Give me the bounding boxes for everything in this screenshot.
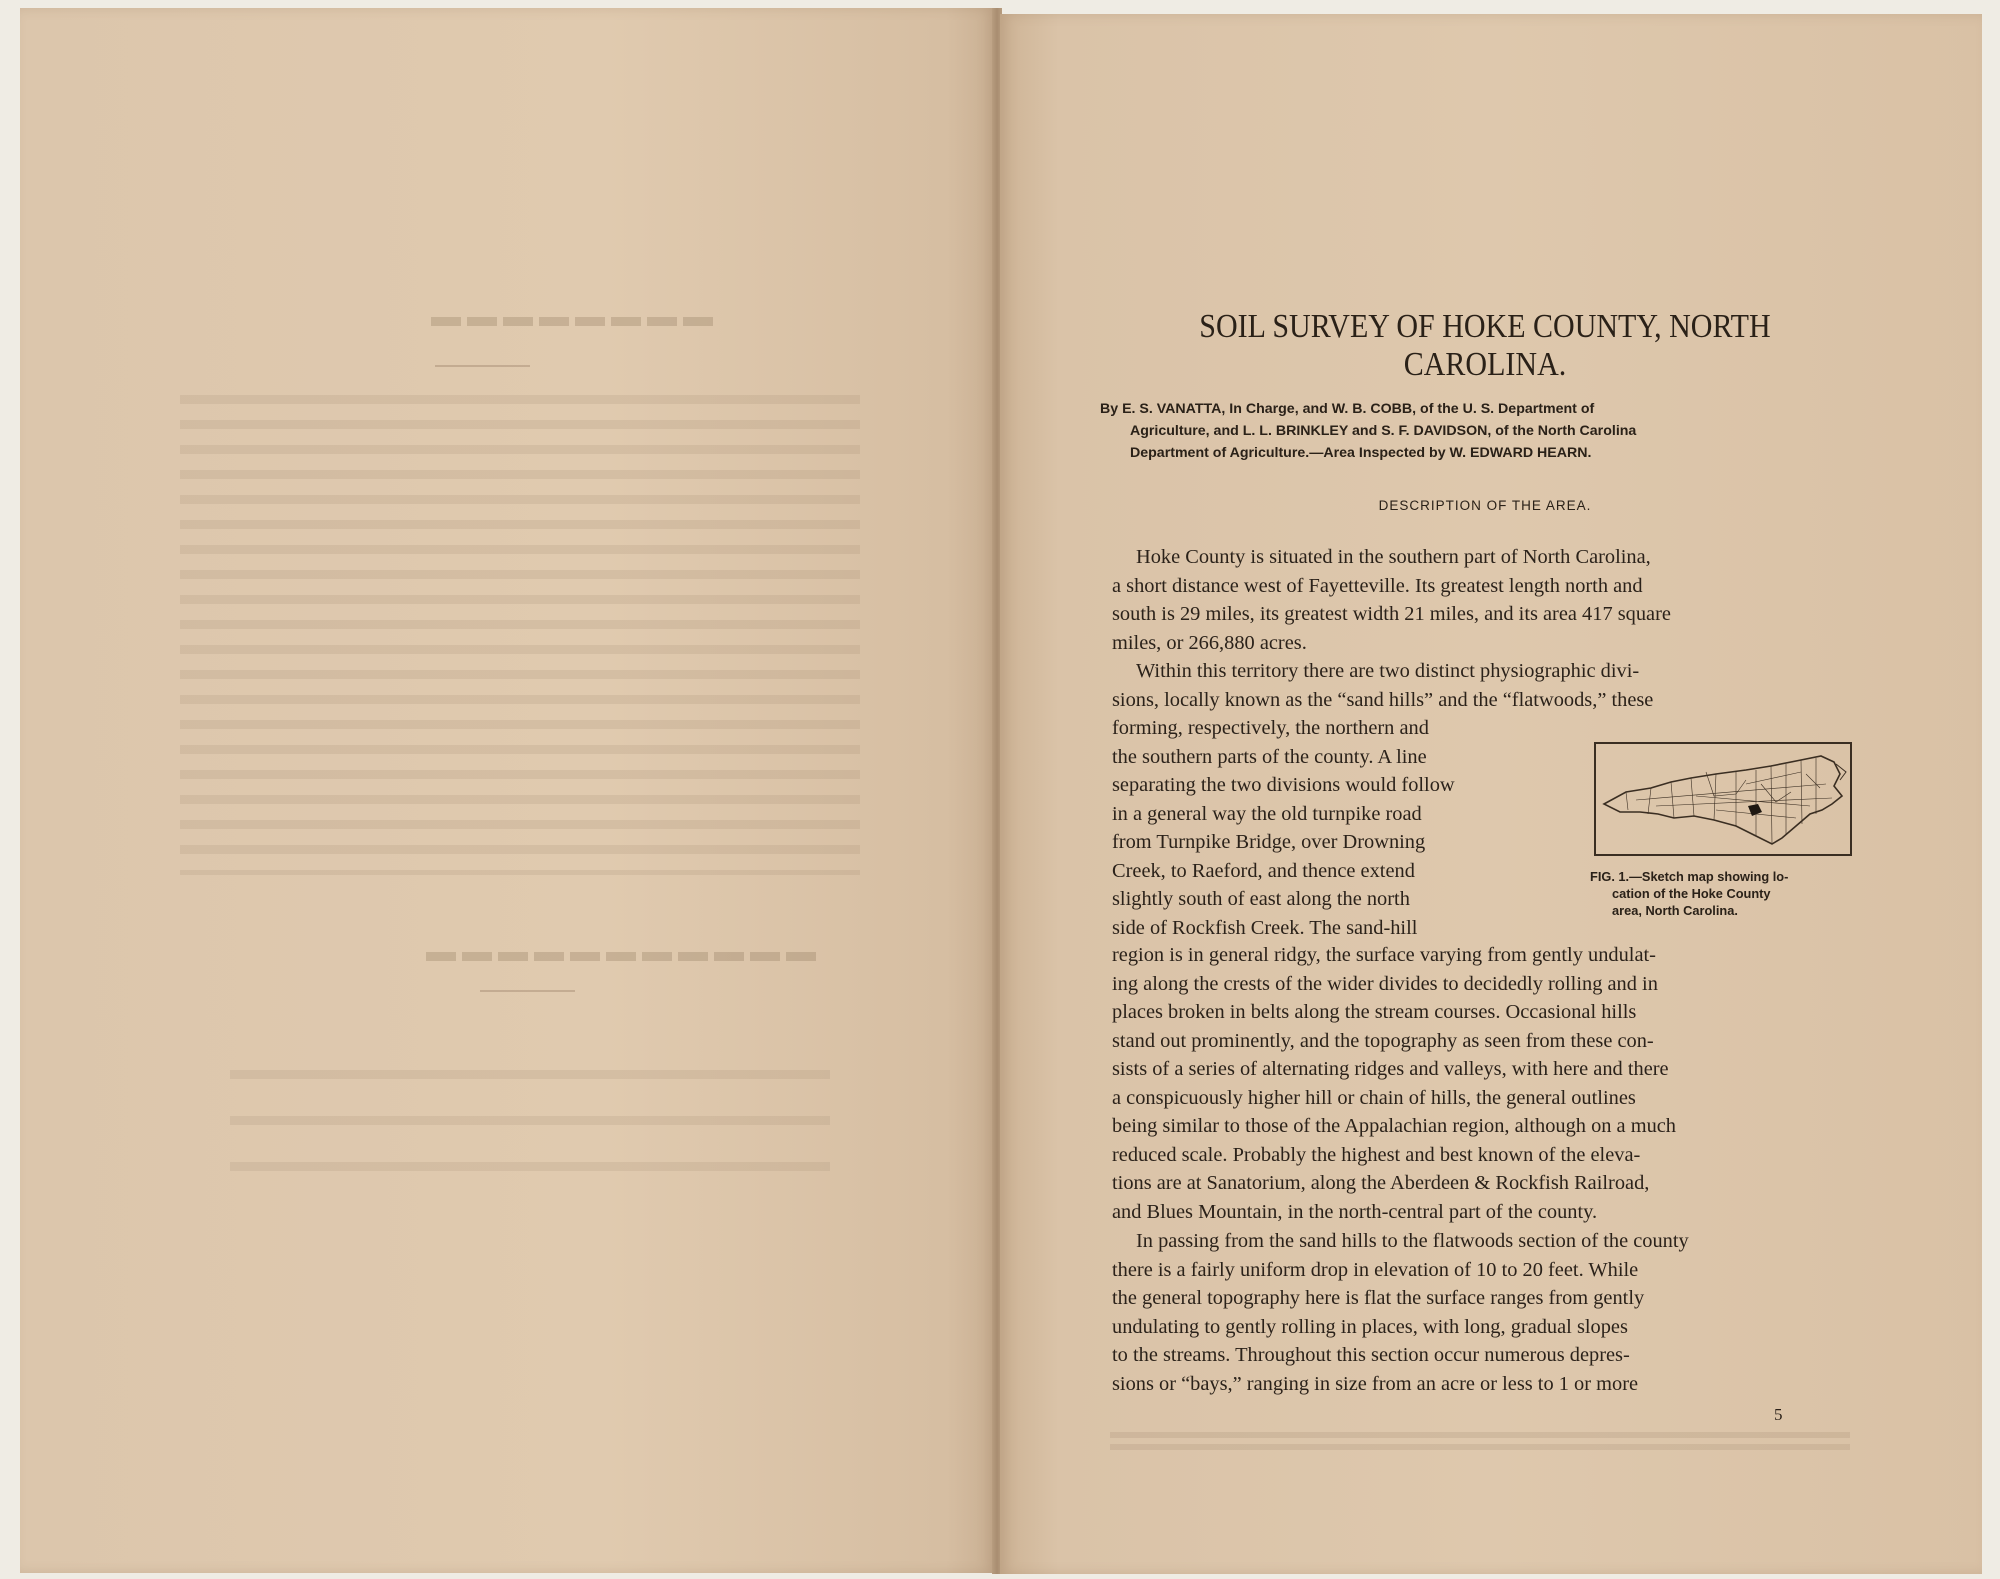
text-line: places broken in belts along the stream courses. Occasional hills bbox=[1112, 1001, 1637, 1023]
text-line: the general topography here is flat the surface ranges from gently bbox=[1112, 1287, 1645, 1309]
text-line: the southern parts of the county. A line bbox=[1112, 745, 1427, 768]
text-line: undulating to gently rolling in places, with long, gradual slopes bbox=[1112, 1315, 1628, 1338]
north-carolina-map-icon bbox=[1596, 744, 1850, 854]
text-line: stand out prominently, and the topography as seen from these con- bbox=[1112, 1029, 1654, 1052]
text-line: miles, or 266,880 acres. bbox=[1112, 631, 1307, 654]
text-line: side of Rockfish Creek. The sand-hill bbox=[1112, 916, 1418, 939]
bleed-through-footnote bbox=[1110, 1432, 1850, 1456]
bleed-through-heading: ▬▬▬▬▬▬▬▬ bbox=[425, 300, 713, 333]
paragraph-physiography-continued bbox=[1112, 941, 1854, 1226]
byline-line: By E. S. VANATTA, In Charge, and W. B. COBB, of the U. S. Department of bbox=[1100, 401, 1595, 417]
text-line: region is in general ridgy, the surface varying from gently undulat- bbox=[1112, 944, 1656, 966]
bleed-through-rule bbox=[435, 365, 530, 367]
caption-line: FIG. 1.—Sketch map showing lo- bbox=[1590, 869, 1789, 884]
text-line: a short distance west of Fayetteville. Its greatest length north and bbox=[1112, 574, 1643, 597]
bleed-through-block bbox=[230, 1070, 830, 1190]
caption-line: cation of the Hoke County bbox=[1612, 886, 1771, 901]
page-number: 5 bbox=[1774, 1405, 1783, 1424]
paragraph-flatwoods bbox=[1112, 1227, 1854, 1398]
text-line: sists of a series of alternating ridges and valleys, with here and there bbox=[1112, 1058, 1669, 1080]
bleed-through-heading: ▬▬▬▬▬▬▬▬▬▬▬ bbox=[420, 935, 816, 968]
figure-caption bbox=[1590, 868, 1856, 919]
title-line: SOIL SURVEY OF HOKE COUNTY, NORTH bbox=[1199, 308, 1771, 345]
text-line: Within this territory there are two distinct physiographic divi- bbox=[1136, 660, 1640, 682]
text-line: forming, respectively, the northern and bbox=[1112, 717, 1429, 739]
title-line: CAROLINA. bbox=[1403, 346, 1567, 384]
text-line: reduced scale. Probably the highest and best known of the eleva- bbox=[1112, 1143, 1641, 1166]
paragraph-location bbox=[1112, 543, 1854, 657]
sketch-map-figure bbox=[1594, 742, 1852, 856]
author-byline bbox=[1100, 398, 1852, 464]
text-line: from Turnpike Bridge, over Drowning bbox=[1112, 831, 1426, 853]
byline-line: Department of Agriculture.—Area Inspected by W. EDWARD HEARN. bbox=[1130, 445, 1592, 461]
text-line: In passing from the sand hills to the flatwoods section of the county bbox=[1136, 1230, 1689, 1252]
text-line: to the streams. Throughout this section occur numerous depres- bbox=[1112, 1344, 1630, 1366]
text-line: slightly south of east along the north bbox=[1112, 888, 1410, 910]
byline-line: Agriculture, and L. L. BRINKLEY and S. F. DAVIDSON, of the North Carolina bbox=[1130, 423, 1637, 439]
text-line: a conspicuously higher hill or chain of hills, the general outlines bbox=[1112, 1086, 1636, 1109]
text-line: Creek, to Raeford, and thence extend bbox=[1112, 859, 1415, 882]
section-heading: DESCRIPTION OF THE AREA. bbox=[1378, 498, 1592, 513]
text-line: sions or “bays,” ranging in size from an acre or less to 1 or more bbox=[1112, 1372, 1639, 1395]
text-line: in a general way the old turnpike road bbox=[1112, 802, 1422, 825]
document-title bbox=[1100, 308, 1870, 384]
text-line: there is a fairly uniform drop in elevation of 10 to 20 feet. While bbox=[1112, 1258, 1639, 1281]
bleed-through-rule bbox=[480, 990, 575, 992]
text-line: separating the two divisions would follow bbox=[1112, 774, 1455, 796]
bleed-through-block bbox=[180, 395, 860, 875]
text-line: tions are at Sanatorium, along the Aberdeen & Rockfish Railroad, bbox=[1112, 1172, 1650, 1194]
text-line: ing along the crests of the wider divides to decidedly rolling and in bbox=[1112, 972, 1658, 995]
caption-line: area, North Carolina. bbox=[1612, 903, 1738, 918]
text-line: south is 29 miles, its greatest width 21 miles, and its area 417 square bbox=[1112, 603, 1671, 625]
text-line: Hoke County is situated in the southern part of North Carolina, bbox=[1136, 546, 1651, 568]
text-line: sions, locally known as the “sand hills” and the “flatwoods,” these bbox=[1112, 688, 1654, 711]
text-line: and Blues Mountain, in the north-central part of the county. bbox=[1112, 1200, 1598, 1223]
text-line: being similar to those of the Appalachian region, although on a much bbox=[1112, 1115, 1677, 1137]
